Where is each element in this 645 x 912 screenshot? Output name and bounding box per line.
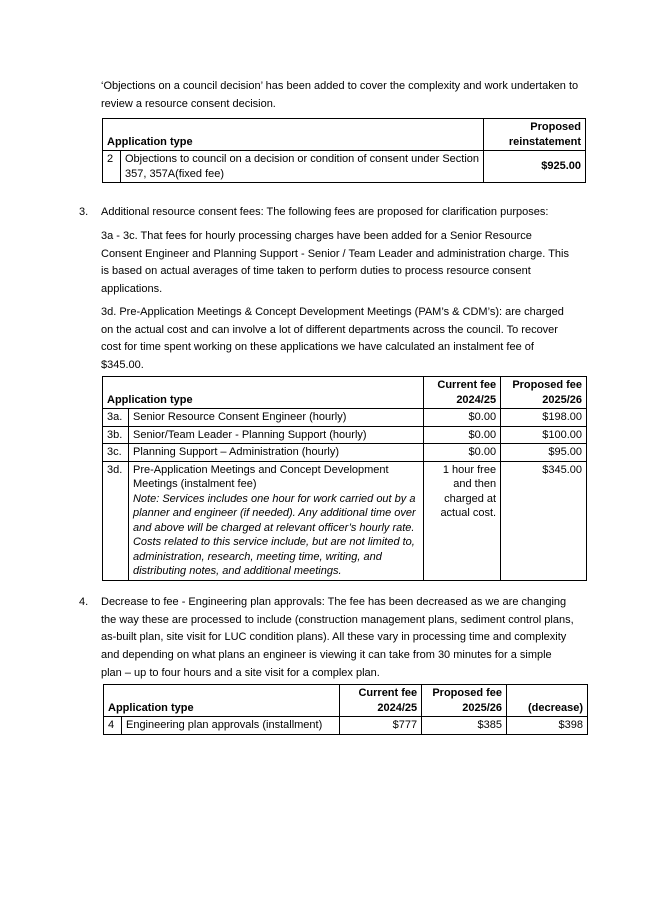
- table-objection-fee: [102, 118, 586, 183]
- row-description-note: Note: Services includes one hour for work carried out by a planner and engineer (if needed). Any additional time over and above will be charged at relevant officer’s hourly rate. Costs related to this service include, but are not limited to, administration, research, meeting time, writing, and distributing notes, and additional meetings.: [132, 492, 416, 577]
- section-4-number: 4.: [79, 596, 89, 608]
- row-proposed-fee: $345.00: [501, 461, 587, 580]
- row-description: Engineering plan approvals (installment): [121, 717, 339, 735]
- row-proposed-fee: $385: [422, 717, 507, 735]
- row-description: Objections to council on a decision or condition of consent under Section 357, 357A(fixed fee): [120, 151, 483, 183]
- table-resource-consent-fees: [102, 376, 587, 581]
- table-row: [103, 151, 586, 183]
- row-current-fee: $0.00: [424, 409, 501, 427]
- row-current-fee: $0.00: [424, 426, 501, 444]
- header-current-fee: Current fee 2024/25: [340, 685, 422, 717]
- row-description-title: Pre-Application Meetings and Concept Development Meetings (instalment fee): [132, 463, 389, 490]
- header-proposed-fee: Proposed fee 2025/26: [422, 685, 507, 717]
- row-number: 4: [104, 717, 122, 735]
- table-row: [103, 426, 587, 444]
- header-application-type: Application type: [104, 685, 340, 717]
- row-number: 3b.: [103, 426, 129, 444]
- row-description: Senior Resource Consent Engineer (hourly): [128, 409, 423, 427]
- header-application-type: Application type: [103, 119, 484, 151]
- section-3-number: 3.: [79, 206, 89, 218]
- row-current-fee: $0.00: [424, 444, 501, 462]
- row-number: 3d.: [103, 461, 129, 580]
- table-row: [103, 409, 587, 427]
- row-proposed-fee: $100.00: [501, 426, 587, 444]
- section-4-paragraph: Decrease to fee - Engineering plan approvals: The fee has been decreased as we are changing the way these are processed to include (construction management plans, sediment control plans, as-built plan, site visit for LUC condition plans). All these vary in processing time and complexity and depending on what plans an engineer is viewing it can take from 30 minutes for a simple plan – up to four hours and a site visit for a complex plan.: [101, 596, 574, 679]
- row-number: 3a.: [103, 409, 129, 427]
- row-proposed-fee: $95.00: [501, 444, 587, 462]
- table-row: [103, 461, 587, 580]
- row-fee: $925.00: [484, 151, 586, 183]
- header-application-type: Application type: [103, 377, 424, 409]
- section-3-heading: Additional resource consent fees: The following fees are proposed for clarification purposes:: [101, 206, 549, 218]
- table-header-row: [103, 119, 586, 151]
- table-header-row: [104, 685, 588, 717]
- row-decrease: $398: [507, 717, 588, 735]
- header-proposed-fee: Proposed fee 2025/26: [501, 377, 587, 409]
- table-row: [104, 717, 588, 735]
- row-proposed-fee: $198.00: [501, 409, 587, 427]
- row-description: Planning Support – Administration (hourly): [128, 444, 423, 462]
- header-current-fee: Current fee 2024/25: [424, 377, 501, 409]
- table-row: [103, 444, 587, 462]
- table-header-row: [103, 377, 587, 409]
- intro-paragraph: ‘Objections on a council decision’ has been added to cover the complexity and work undertaken to review a resource consent decision.: [101, 80, 579, 110]
- header-decrease: (decrease): [507, 685, 588, 717]
- section-3-paragraph-b: 3d. Pre-Application Meetings & Concept Development Meetings (PAM’s & CDM’s): are charged on the actual cost and can involve a lot of different departments across the council. To recover cost for time spent working on these applications we have calculated an instalment fee of $345.00.: [101, 306, 564, 372]
- row-description: Senior/Team Leader - Planning Support (hourly): [128, 426, 423, 444]
- section-3-paragraph-a: 3a - 3c. That fees for hourly processing charges have been added for a Senior Resource Consent Engineer and Planning Support - Senior / Team Leader and administration charge. This is based on actual averages of time taken to perform duties to process resource consent applications.: [101, 230, 569, 296]
- row-description: [128, 461, 423, 580]
- row-current-fee: 1 hour free and then charged at actual cost.: [424, 461, 501, 580]
- row-current-fee: $777: [340, 717, 422, 735]
- table-engineering-plan-fees: [103, 684, 588, 735]
- row-number: 2: [103, 151, 121, 183]
- header-proposed-reinstatement: Proposed reinstatement: [484, 119, 586, 151]
- row-number: 3c.: [103, 444, 129, 462]
